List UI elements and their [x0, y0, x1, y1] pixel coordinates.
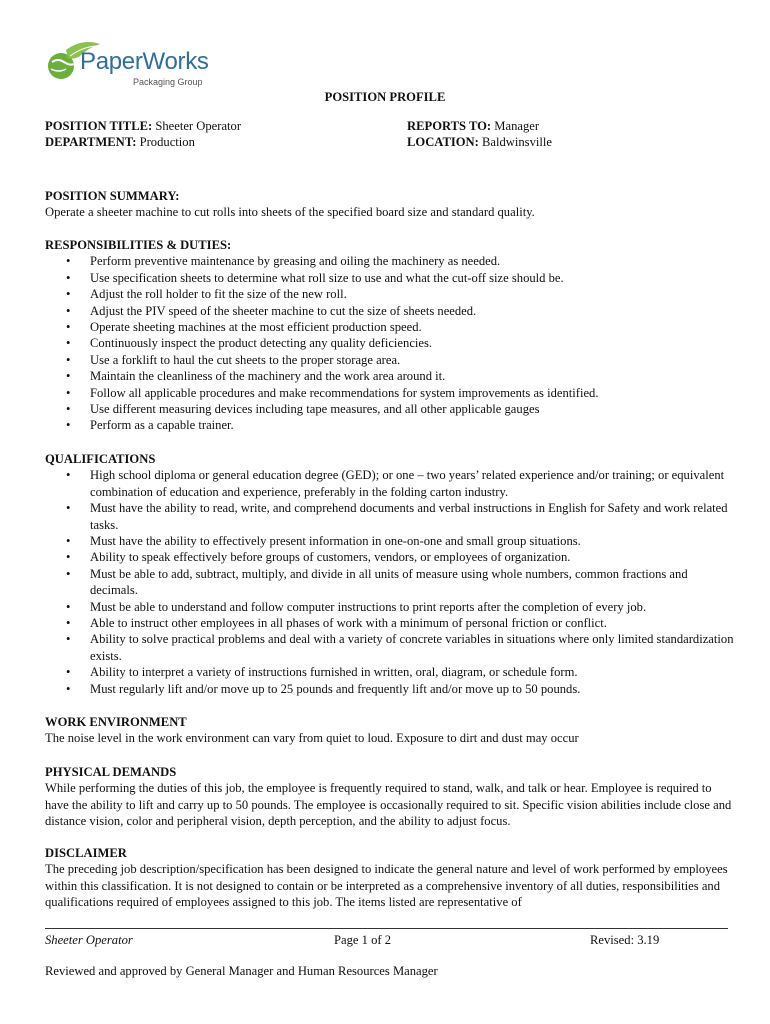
work-environment-heading: WORK ENVIRONMENT	[45, 715, 187, 729]
position-title-label: POSITION TITLE:	[45, 119, 153, 133]
responsibilities-list	[45, 253, 735, 433]
list-item: • Perform preventive maintenance by greasing and oiling the machinery as needed.	[45, 253, 735, 269]
disclaimer-section	[45, 845, 735, 911]
list-item: • Use specification sheets to determine what roll size to use and what the cut-off size should be.	[45, 270, 735, 286]
logo-tagline: Packaging Group	[133, 77, 203, 87]
list-item: • Must be able to understand and follow computer instructions to print reports after the completion of every job.	[45, 599, 735, 615]
reports-to-line	[407, 118, 539, 134]
list-item: • Use different measuring devices including tape measures, and all other applicable gauges	[45, 401, 735, 417]
location-line	[407, 134, 552, 150]
work-environment-text: The noise level in the work environment can vary from quiet to loud. Exposure to dirt and dust may occur	[45, 731, 579, 746]
list-item: • Must have the ability to effectively present information in one-on-one and small group situations.	[45, 533, 735, 549]
department-value: Production	[139, 135, 195, 149]
list-item: • Continuously inspect the product detecting any quality deficiencies.	[45, 335, 735, 351]
location-label: LOCATION:	[407, 135, 479, 149]
footer-revision: Revised: 3.19	[590, 933, 660, 947]
list-item: • Use a forklift to haul the cut sheets to the proper storage area.	[45, 352, 735, 368]
physical-demands-heading: PHYSICAL DEMANDS	[45, 765, 177, 779]
qualifications-section	[45, 451, 735, 697]
location-value: Baldwinsville	[482, 135, 552, 149]
list-item: • Adjust the roll holder to fit the size of the new roll.	[45, 286, 735, 302]
physical-demands-section	[45, 764, 735, 830]
department-line	[45, 134, 195, 150]
reports-to-label: REPORTS TO:	[407, 119, 492, 133]
disclaimer-text: The preceding job description/specification has been designed to indicate the general nature and level of work performed by employees within this classification. It is not designed to contain or be interpreted as a comprehensive inventory of all duties, responsibilities and qualifications required of employees assigned to this job. The items listed are representative of	[45, 862, 728, 910]
list-item: • High school diploma or general education degree (GED); or one – two years’ related experience and/or training; or equivalent combination of education and experience, preferably in the folding carton industry.	[45, 467, 735, 500]
list-item: • Must be able to add, subtract, multiply, and divide in all units of measure using whole numbers, common fractions and decimals.	[45, 566, 735, 599]
list-item: • Perform as a capable trainer.	[45, 417, 735, 433]
work-environment-section	[45, 714, 735, 747]
footer-job-title: Sheeter Operator	[45, 933, 133, 947]
list-item: • Must regularly lift and/or move up to 25 pounds and frequently lift and/or move up to 50 pounds.	[45, 681, 735, 697]
company-logo	[44, 40, 214, 92]
reports-to-value: Manager	[494, 119, 540, 133]
list-item: • Adjust the PIV speed of the sheeter machine to cut the size of sheets needed.	[45, 303, 735, 319]
position-summary-text: Operate a sheeter machine to cut rolls into sheets of the specified board size and standard quality.	[45, 205, 535, 220]
footer-divider	[45, 928, 728, 929]
list-item: • Ability to solve practical problems and deal with a variety of concrete variables in situations where only limited standardization exists.	[45, 631, 735, 664]
position-summary-heading: POSITION SUMMARY:	[45, 189, 180, 203]
logo-wordmark: PaperWorks	[80, 48, 209, 75]
physical-demands-text: While performing the duties of this job, the employee is frequently required to stand, walk, and talk or hear. Employee is required to have the ability to lift and carry up to 50 pounds. The employee is occasionally required to sit. Specific vision abilities include close and distance vision, color and peripheral vision, depth perception, and the ability to adjust focus.	[45, 781, 732, 829]
qualifications-list	[45, 467, 735, 697]
department-label: DEPARTMENT:	[45, 135, 137, 149]
list-item: • Ability to interpret a variety of instructions furnished in written, oral, diagram, or schedule form.	[45, 664, 735, 680]
position-summary-section	[45, 188, 735, 221]
qualifications-heading: QUALIFICATIONS	[45, 452, 156, 466]
document-title: POSITION PROFILE	[324, 90, 446, 104]
list-item: • Follow all applicable procedures and make recommendations for system improvements as identified.	[45, 385, 735, 401]
list-item: • Must have the ability to read, write, and comprehend documents and verbal instructions in English for Safety and work related tasks.	[45, 500, 735, 533]
list-item: • Operate sheeting machines at the most efficient production speed.	[45, 319, 735, 335]
footer-page-number: Page 1 of 2	[334, 933, 392, 947]
position-title-line	[45, 118, 241, 134]
responsibilities-heading: RESPONSIBILITIES & DUTIES:	[45, 238, 232, 252]
list-item: • Ability to speak effectively before groups of customers, vendors, or employees of organization.	[45, 549, 735, 565]
disclaimer-heading: DISCLAIMER	[45, 846, 127, 860]
list-item: • Maintain the cleanliness of the machinery and the work area around it.	[45, 368, 735, 384]
list-item: • Able to instruct other employees in all phases of work with a minimum of personal friction or conflict.	[45, 615, 735, 631]
position-title-value: Sheeter Operator	[155, 119, 242, 133]
responsibilities-section	[45, 237, 735, 434]
approval-note: Reviewed and approved by General Manager and Human Resources Manager	[45, 964, 438, 978]
